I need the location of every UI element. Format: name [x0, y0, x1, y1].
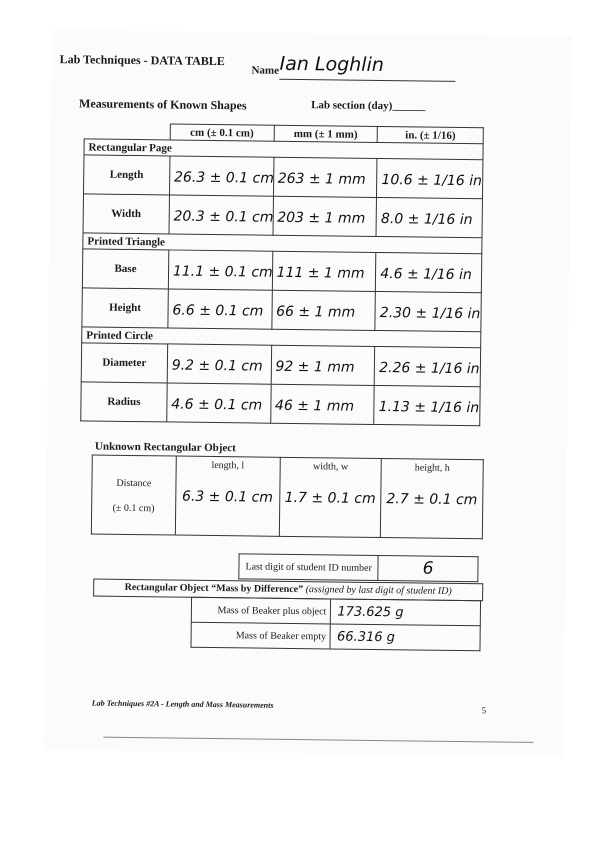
height-in-value[interactable]: 2.30 ± 1/16 in	[379, 305, 481, 323]
page-title: Lab Techniques - DATA TABLE	[59, 52, 225, 69]
row-label-length: Length	[84, 155, 170, 195]
distance-unit: (± 0.1 cm)	[112, 502, 155, 515]
beaker-plus-object-value[interactable]: 173.625 g	[331, 599, 481, 626]
diameter-in-value[interactable]: 2.26 ± 1/16 in	[379, 360, 480, 378]
page-bottom-rule	[103, 737, 533, 743]
object-length-value[interactable]: 6.3 ± 0.1 cm	[181, 488, 274, 506]
height-label: height, h	[414, 462, 450, 474]
row-label-width: Width	[83, 194, 169, 234]
width-cm-value[interactable]: 20.3 ± 0.1 cm	[173, 208, 274, 226]
footer-text: Lab Techniques #2A - Length and Mass Measurements	[91, 698, 274, 710]
mass-table	[190, 597, 481, 652]
height-cm-value[interactable]: 6.6 ± 0.1 cm	[172, 302, 264, 320]
student-id-label: Last digit of student ID number	[239, 554, 379, 581]
radius-in-value[interactable]: 1.13 ± 1/16 in	[378, 399, 480, 417]
object-height-value[interactable]: 2.7 ± 0.1 cm	[386, 491, 478, 509]
distance-label-cell	[91, 455, 176, 535]
unknown-object-heading: Unknown Rectangular Object	[94, 440, 236, 455]
beaker-plus-object-label: Mass of Beaker plus object	[191, 597, 331, 624]
row-label-height: Height	[82, 288, 168, 328]
length-label: length, l	[211, 459, 245, 472]
row-label-radius: Radius	[81, 382, 167, 422]
length-mm-value[interactable]: 263 ± 1 mm	[277, 170, 366, 188]
width-cell	[279, 457, 382, 537]
radius-cm-value[interactable]: 4.6 ± 0.1 cm	[171, 396, 263, 414]
section-rectangular-page: Rectangular Page	[84, 139, 483, 160]
worksheet-page	[43, 30, 572, 756]
name-label: Name	[251, 64, 280, 77]
width-label: width, w	[313, 461, 349, 473]
beaker-empty-label: Mass of Beaker empty	[191, 622, 331, 649]
length-in-value[interactable]: 10.6 ± 1/16 in	[381, 172, 483, 190]
diameter-mm-value[interactable]: 92 ± 1 mm	[275, 358, 355, 376]
object-width-value[interactable]: 1.7 ± 0.1 cm	[284, 489, 376, 507]
student-name[interactable]: Ian Loghlin	[279, 53, 455, 82]
page-number: 5	[481, 705, 487, 716]
beaker-empty-value[interactable]: 66.316 g	[330, 624, 480, 651]
width-mm-value[interactable]: 203 ± 1 mm	[277, 209, 366, 227]
base-in-value[interactable]: 4.6 ± 1/16 in	[380, 266, 472, 284]
distance-label: Distance	[116, 477, 152, 490]
column-mm: mm (± 1 mm)	[274, 125, 378, 142]
known-shapes-table	[80, 122, 484, 426]
base-mm-value[interactable]: 111 ± 1 mm	[276, 264, 365, 282]
lab-section-label: Lab section (day)______	[311, 99, 426, 113]
column-cm: cm (± 0.1 cm)	[170, 124, 274, 141]
section-printed-triangle: Printed Triangle	[83, 233, 482, 254]
student-id-table	[238, 553, 478, 582]
student-id-digit[interactable]: 6	[378, 556, 478, 582]
unknown-object-table	[91, 455, 484, 540]
section-printed-circle: Printed Circle	[82, 327, 481, 348]
mass-heading-note: (assigned by last digit of student ID)	[305, 584, 452, 597]
width-in-value[interactable]: 8.0 ± 1/16 in	[380, 211, 473, 229]
length-cell	[175, 456, 280, 536]
height-cell	[381, 459, 484, 539]
base-cm-value[interactable]: 11.1 ± 0.1 cm	[172, 263, 273, 281]
radius-mm-value[interactable]: 46 ± 1 mm	[274, 397, 355, 415]
known-shapes-heading: Measurements of Known Shapes	[79, 96, 247, 113]
length-cm-value[interactable]: 26.3 ± 0.1 cm	[173, 169, 275, 187]
height-mm-value[interactable]: 66 ± 1 mm	[276, 303, 356, 321]
row-label-diameter: Diameter	[81, 343, 167, 383]
diameter-cm-value[interactable]: 9.2 ± 0.1 cm	[171, 357, 263, 375]
row-label-base: Base	[82, 249, 168, 289]
mass-heading-text: Rectangular Object “Mass by Difference”	[124, 581, 304, 596]
column-in: in. (± 1/16)	[377, 126, 483, 143]
